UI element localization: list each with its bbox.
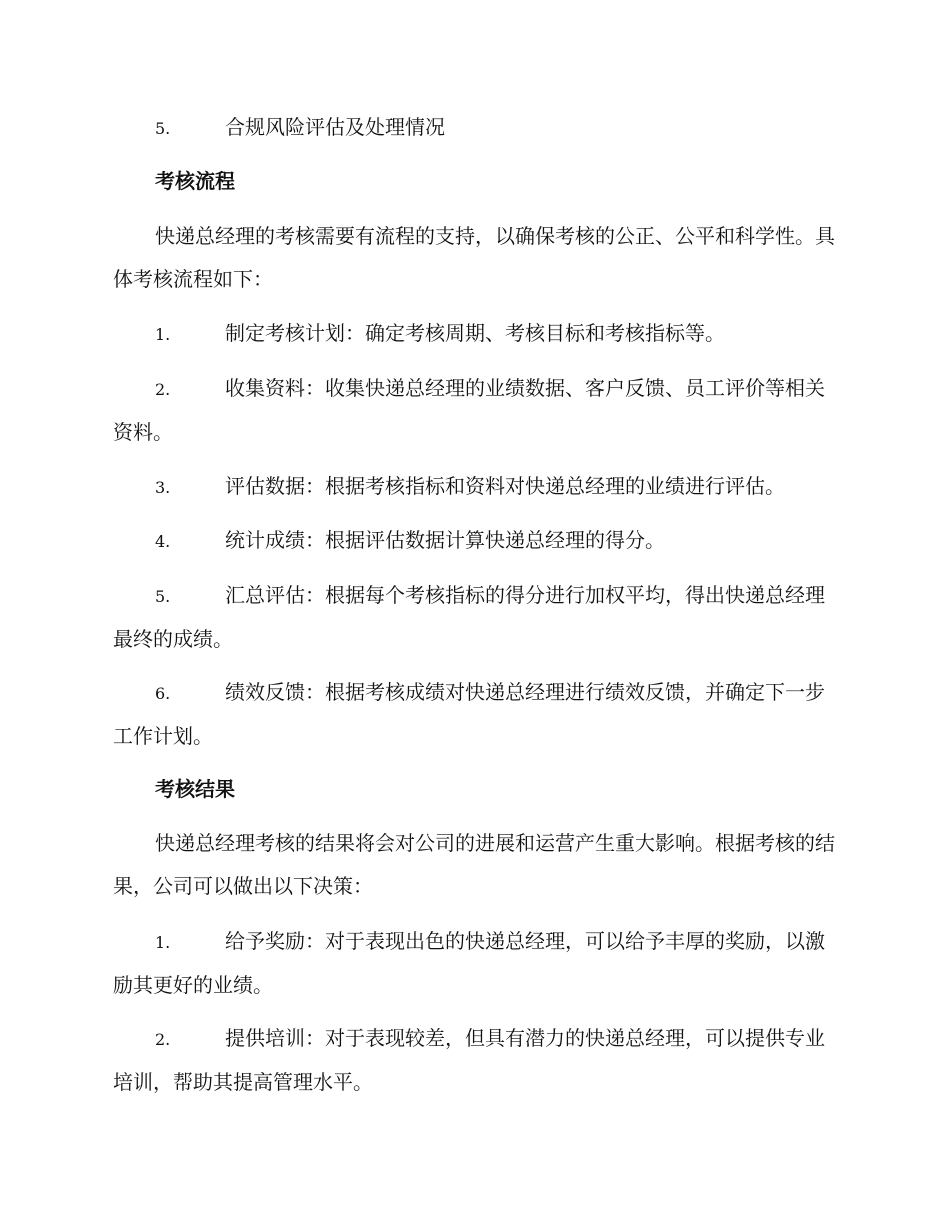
paragraph: 快递总经理考核的结果将会对公司的进展和运营产生重大影响。根据考核的结果，公司可以做出以下决策： xyxy=(113,831,835,898)
list-item xyxy=(113,519,835,563)
list-item xyxy=(113,312,835,356)
list-text: 给予奖励：对于表现出色的快递总经理，可以给予丰厚的奖励，以激励其更好的业绩。 xyxy=(113,929,825,997)
list-number: 5. xyxy=(155,119,171,138)
list-text: 绩效反馈：根据考核成绩对快递总经理进行绩效反馈，并确定下一步工作计划。 xyxy=(113,680,825,748)
list-number: 1. xyxy=(155,325,171,344)
list-number: 6. xyxy=(155,684,171,703)
list-text: 制定考核计划：确定考核周期、考核目标和考核指标等。 xyxy=(225,321,725,345)
list-item xyxy=(113,920,835,1007)
list-text: 提供培训：对于表现较差，但具有潜力的快递总经理，可以提供专业培训，帮助其提高管理水平。 xyxy=(113,1026,825,1094)
list-number: 2. xyxy=(155,1030,171,1049)
list-number: 2. xyxy=(155,380,171,399)
list-text: 收集资料：收集快递总经理的业绩数据、客户反馈、员工评价等相关资料。 xyxy=(113,376,825,444)
list-item xyxy=(113,1017,835,1104)
list-item xyxy=(113,574,835,661)
list-number: 5. xyxy=(155,587,171,606)
list-text: 汇总评估：根据每个考核指标的得分进行加权平均，得出快递总经理最终的成绩。 xyxy=(113,583,825,651)
section-heading: 考核流程 xyxy=(155,169,235,193)
list-item xyxy=(113,671,835,758)
list-text: 评估数据：根据考核指标和资料对快递总经理的业绩进行评估。 xyxy=(225,474,785,498)
list-number: 1. xyxy=(155,933,171,952)
list-number: 3. xyxy=(155,478,171,497)
paragraph: 快递总经理的考核需要有流程的支持，以确保考核的公正、公平和科学性。具体考核流程如下： xyxy=(113,224,835,291)
list-item xyxy=(113,465,835,509)
list-item xyxy=(113,106,835,150)
section-heading: 考核结果 xyxy=(155,777,235,801)
list-item xyxy=(113,367,835,454)
list-text: 统计成绩：根据评估数据计算快递总经理的得分。 xyxy=(225,528,665,552)
list-number: 4. xyxy=(155,532,171,551)
list-text: 合规风险评估及处理情况 xyxy=(225,115,445,139)
